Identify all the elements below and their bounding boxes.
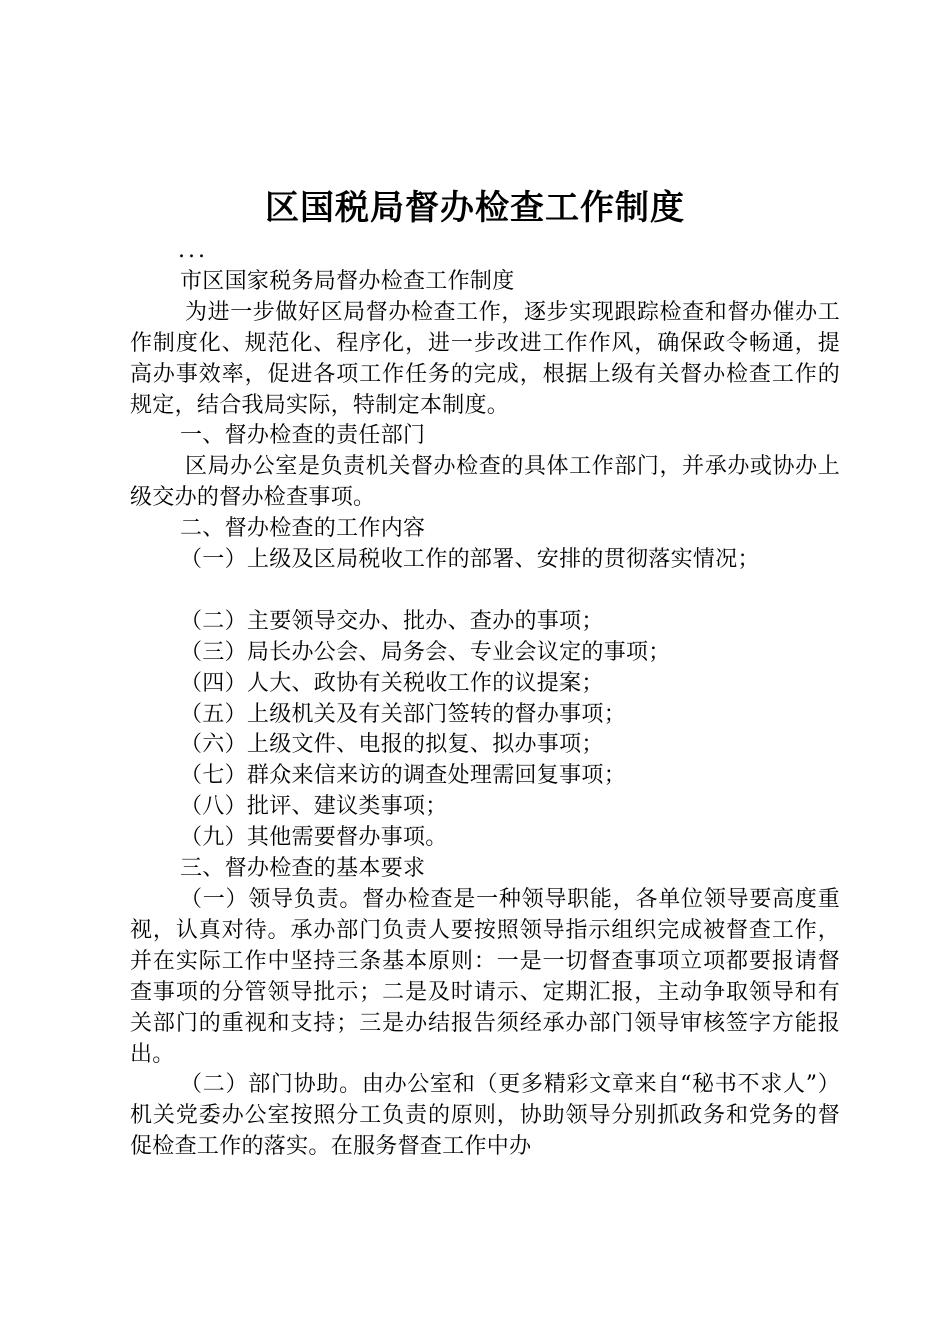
section1-paragraph: 区局办公室是负责机关督办检查的具体工作部门，并承办或协办上级交办的督办检查事项。	[130, 454, 840, 511]
document-title: 区国税局督办检查工作制度	[265, 188, 685, 228]
list-item: （五）上级机关及有关部门签转的督办事项；	[180, 701, 627, 727]
list-item: （八）批评、建议类事项；	[180, 794, 448, 820]
ellipsis-line: ...	[178, 238, 208, 263]
intro-paragraph: 为进一步做好区局督办检查工作，逐步实现跟踪检查和督办催办工作制度化、规范化、程序化，进一步改进工作作风，确保政令畅通，提高办事效率，促进各项工作任务的完成，根据上级有关督办检查工作的规定，结合我局实际，特制定本制度。	[130, 299, 840, 418]
list-item: （二）主要领导交办、批办、查办的事项；	[180, 608, 604, 634]
subtitle-line: 市区国家税务局督办检查工作制度	[180, 268, 515, 294]
list-item: （三）局长办公会、局务会、专业会议定的事项；	[180, 639, 671, 665]
section3-paragraph-1: （一）领导负责。督办检查是一种领导职能，各单位领导要高度重视，认真对待。承办部门负责人要按照领导指示组织完成被督查工作，并在实际工作中坚持三条基本原则：一是一切督查事项立项都要报请督查事项的分管领导批示；二是及时请示、定期汇报，主动争取领导和有关部门的重视和支持；三是办结报告须经承办部门领导审核签字方能报出。	[130, 887, 840, 1067]
blank-line	[130, 576, 840, 607]
list-item: （九）其他需要督办事项。	[180, 825, 448, 851]
section2-heading: 二、督办检查的工作内容	[180, 516, 426, 542]
section1-heading: 一、督办检查的责任部门	[180, 423, 426, 449]
section3-heading: 三、督办检查的基本要求	[180, 856, 426, 882]
list-item: （四）人大、政协有关税收工作的议提案；	[180, 670, 604, 696]
document-body	[130, 236, 840, 1163]
section3-paragraph-2: （二）部门协助。由办公室和（更多精彩文章来自“秘书不求人”）机关党委办公室按照分工负责的原则，协助领导分别抓政务和党务的督促检查工作的落实。在服务督查工作中办	[130, 1072, 840, 1160]
list-item: （一）上级及区局税收工作的部署、安排的贯彻落实情况；	[180, 547, 760, 573]
list-item: （七）群众来信来访的调查处理需回复事项；	[180, 763, 627, 789]
list-item: （六）上级文件、电报的拟复、拟办事项；	[180, 732, 604, 758]
